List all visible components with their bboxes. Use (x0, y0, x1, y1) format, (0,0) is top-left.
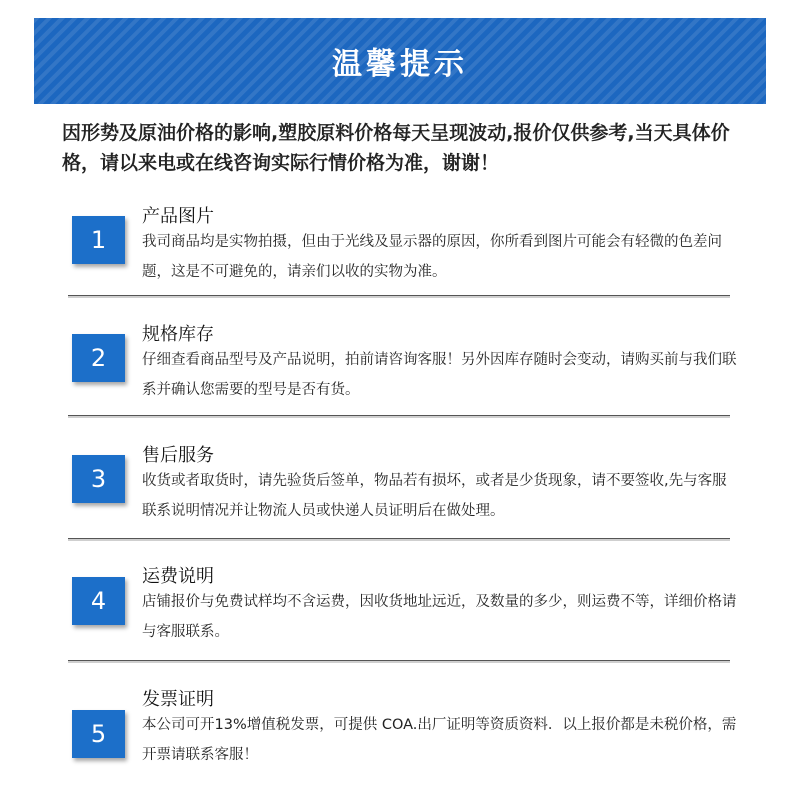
header-banner (34, 18, 766, 104)
number-badge: 4 (72, 577, 125, 625)
divider (68, 660, 730, 663)
banner-title: 温馨提示 (332, 47, 468, 82)
item-title: 产品图片 (142, 206, 214, 227)
item-description: 本公司可开13%增值税发票，可提供 COA.出厂证明等资质资料．以上报价都是未税价格，需开票请联系客服！ (142, 717, 737, 763)
divider (68, 415, 730, 418)
number-badge: 1 (72, 216, 125, 264)
item-title: 规格库存 (142, 324, 214, 345)
item-description: 我司商品均是实物拍摄，但由于光线及显示器的原因，你所看到图片可能会有轻微的色差问题，这是不可避免的，请亲们以收的实物为准。 (142, 234, 722, 280)
item-title: 运费说明 (142, 566, 214, 587)
intro-text: 因形势及原油价格的影响,塑胶原料价格每天呈现波动,报价仅供参考,当天具体价格，请以来电或在线咨询实际行情价格为准，谢谢！ (62, 122, 730, 174)
divider (68, 295, 730, 298)
item-title: 售后服务 (142, 445, 214, 466)
item-description: 店铺报价与免费试样均不含运费，因收货地址远近，及数量的多少，则运费不等，详细价格请与客服联系。 (142, 594, 737, 640)
item-title: 发票证明 (142, 689, 214, 710)
number-badge: 3 (72, 455, 125, 503)
divider (68, 538, 730, 541)
item-description: 仔细查看商品型号及产品说明，拍前请咨询客服！另外因库存随时会变动，请购买前与我们联系并确认您需要的型号是否有货。 (142, 352, 737, 398)
number-badge: 2 (72, 334, 125, 382)
item-description: 收货或者取货时，请先验货后签单，物品若有损坏，或者是少货现象，请不要签收,先与客服联系说明情况并让物流人员或快递人员证明后在做处理。 (142, 473, 727, 519)
number-badge: 5 (72, 710, 125, 758)
